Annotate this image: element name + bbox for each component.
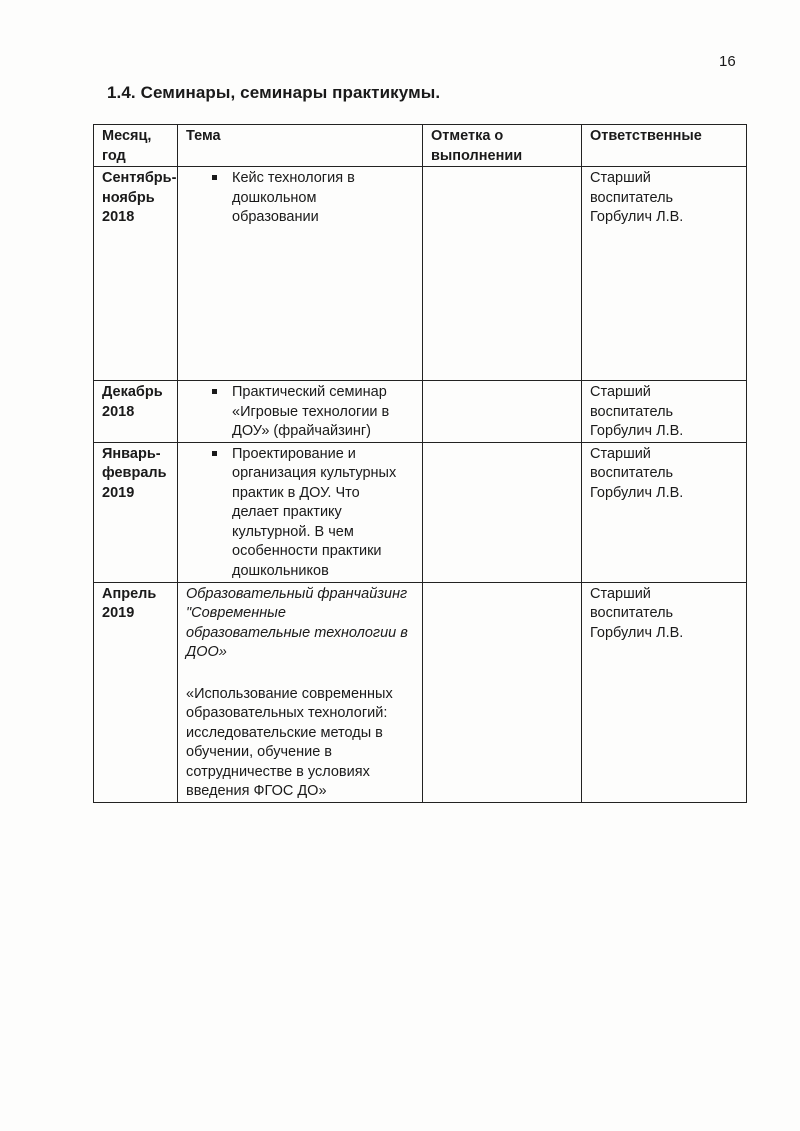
row-responsible: Старший воспитатель Горбулич Л.В. [582, 381, 747, 443]
row-period: Январь- февраль 2019 [94, 442, 178, 582]
row-completion [423, 442, 582, 582]
square-bullet-icon [212, 175, 217, 180]
row-topic [178, 582, 423, 802]
row-period: Апрель 2019 [94, 582, 178, 802]
square-bullet-icon [212, 389, 217, 394]
table-row [94, 442, 747, 582]
row-period: Сентябрь- ноябрь 2018 [94, 167, 178, 381]
seminars-table [93, 124, 747, 803]
row-responsible: Старший воспитатель Горбулич Л.В. [582, 167, 747, 381]
page-number: 16 [719, 53, 736, 70]
topic-bullet-item [186, 169, 416, 228]
header-completion: Отметка о выполнении [423, 125, 582, 167]
section-title: 1.4. Семинары, семинары практикумы. [107, 83, 441, 102]
row-completion [423, 167, 582, 381]
row-topic [178, 167, 423, 381]
header-topic: Тема [178, 125, 423, 167]
row-topic [178, 381, 423, 443]
topic-bullet-item [186, 445, 416, 582]
topic-text: Кейс технология в дошкольном образовании [232, 170, 355, 225]
row-period: Декабрь 2018 [94, 381, 178, 443]
table-header-row [94, 125, 747, 167]
paragraph-gap [186, 663, 416, 685]
square-bullet-icon [212, 451, 217, 456]
topic-text: «Использование современных образовательных технологий: исследовательские методы в обучении, обучение в сотрудничестве в условиях введения ФГОС ДО» [186, 685, 393, 799]
row-topic [178, 442, 423, 582]
row-responsible: Старший воспитатель Горбулич Л.В. [582, 582, 747, 802]
topic-italic-text: Образовательный франчайзинг "Современные образовательные технологии в ДОО» [186, 585, 408, 660]
topic-text: Проектирование и организация культурных практик в ДОУ. Что делает практику культурной. В чем особенности практики дошкольников [232, 445, 397, 579]
header-period: Месяц, год [94, 125, 178, 167]
topic-text: Практический семинар «Игровые технологии в ДОУ» (фрайчайзинг) [232, 384, 390, 439]
row-completion [423, 381, 582, 443]
header-responsible: Ответственные [582, 125, 747, 167]
table-row [94, 167, 747, 381]
topic-bullet-item [186, 383, 416, 442]
table-row [94, 582, 747, 802]
table-row [94, 381, 747, 443]
row-completion [423, 582, 582, 802]
row-responsible: Старший воспитатель Горбулич Л.В. [582, 442, 747, 582]
